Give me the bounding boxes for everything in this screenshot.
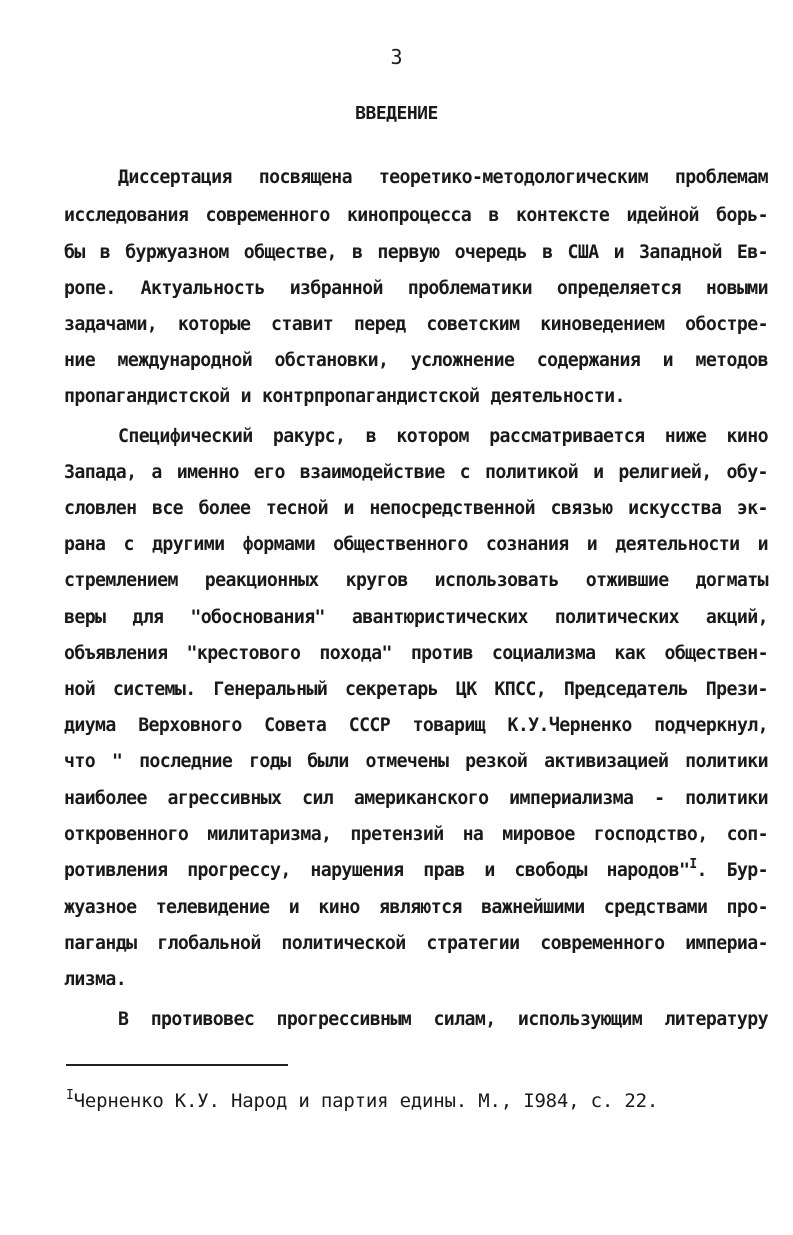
word: СССР — [348, 715, 391, 736]
word: политики — [685, 751, 768, 772]
word: милитаризма, — [207, 824, 332, 845]
footnote-marker: I — [66, 1088, 74, 1103]
word: кругов — [345, 570, 408, 591]
text-line — [64, 749, 768, 775]
text-line — [64, 605, 768, 631]
word: первую — [377, 242, 440, 263]
word: КПСС, — [494, 679, 547, 700]
word: являются — [379, 897, 462, 918]
text-line — [64, 384, 768, 410]
text-line — [118, 424, 768, 450]
word: откровенного — [64, 824, 189, 845]
word: Специфический — [118, 426, 253, 447]
word: в — [365, 426, 377, 447]
word: усложнение — [410, 350, 515, 371]
word: социализма — [491, 643, 596, 664]
word: Актуальность — [140, 278, 265, 299]
word: и — [484, 860, 495, 881]
word: содержания — [536, 350, 641, 371]
text-line — [64, 460, 768, 486]
word: рассматривается — [489, 426, 645, 447]
word: авантюристических — [351, 607, 528, 628]
word: народов"$^I$. — [606, 857, 707, 881]
footnote-divider — [66, 1064, 288, 1066]
word: борь- — [716, 205, 768, 226]
word: в — [488, 205, 499, 226]
word: обществе, — [243, 242, 337, 263]
word: ротивления — [64, 860, 168, 881]
text-line — [64, 312, 768, 338]
word: прав — [423, 860, 465, 881]
word: новыми — [705, 278, 768, 299]
text-line — [64, 496, 768, 522]
text-line-with-footnote — [64, 858, 768, 884]
word: отжившие — [585, 570, 669, 591]
word: Запада, — [64, 462, 137, 483]
word: В — [118, 1009, 129, 1030]
word: активизацией — [544, 751, 669, 772]
word: Совета — [264, 715, 327, 736]
word: жуазное — [64, 897, 137, 918]
word: сил — [302, 788, 334, 809]
word: и — [662, 350, 674, 371]
word: деятельности — [615, 534, 740, 555]
word: ЦК — [455, 679, 477, 700]
word: избранной — [289, 278, 383, 299]
word: в — [99, 242, 111, 263]
word: более — [198, 498, 251, 519]
word: сознания — [485, 534, 569, 555]
word: политикой — [484, 462, 579, 483]
word: кинопроцесса — [346, 205, 472, 226]
word: определяется — [556, 278, 682, 299]
text-line — [118, 1007, 768, 1033]
word: системы. — [112, 679, 196, 700]
word: и — [343, 498, 354, 519]
word: словлен — [64, 498, 137, 519]
text-line — [64, 822, 768, 848]
word: тесной — [265, 498, 328, 519]
word: акций, — [705, 607, 768, 628]
word: именно — [176, 462, 239, 483]
word: все — [151, 498, 184, 519]
word: в — [351, 242, 363, 263]
word: нарушения — [310, 860, 404, 881]
text-line — [64, 713, 768, 739]
word: веры — [64, 607, 106, 628]
word: его — [253, 462, 285, 483]
word: товарищ — [412, 715, 486, 736]
word: которые — [177, 314, 251, 335]
text-line — [64, 276, 768, 302]
word: и — [613, 242, 624, 263]
word: противовес — [150, 1009, 255, 1030]
word: контрпропагандистской — [261, 386, 480, 407]
word: использующим — [517, 1009, 643, 1030]
word: и — [240, 386, 251, 407]
word: кино — [318, 897, 360, 918]
word: Ев- — [736, 242, 768, 263]
word: силам, — [433, 1009, 496, 1030]
word: современного — [205, 205, 330, 226]
word: прогрессу, — [187, 860, 291, 881]
word: обостре- — [685, 314, 768, 335]
word: пропагандистской — [64, 386, 230, 407]
word: догматы — [695, 570, 768, 591]
word: международной — [117, 350, 253, 371]
word: Западной — [639, 242, 722, 263]
word: США — [567, 242, 599, 263]
word: против — [410, 643, 473, 664]
word: диума — [64, 715, 116, 736]
word: ракурс, — [272, 426, 346, 447]
word: Председатель — [563, 679, 689, 700]
text-line — [118, 165, 768, 191]
word: Верховного — [138, 715, 242, 736]
section-heading: ВВЕДЕНИЕ — [355, 103, 438, 124]
word: обстановки, — [274, 350, 389, 371]
word: свободы — [514, 860, 587, 881]
word: теоретико-методологическим — [378, 167, 648, 188]
word: и — [757, 534, 768, 555]
word: секретарь — [344, 679, 439, 700]
word: и — [593, 462, 604, 483]
word: методов — [695, 350, 768, 371]
word: проблемам — [674, 167, 768, 188]
word: похода" — [319, 643, 392, 664]
word: агрессивных — [167, 788, 282, 809]
word: политических — [554, 607, 679, 628]
word: политической — [281, 933, 406, 954]
word: с — [459, 462, 471, 483]
word: связью — [550, 498, 613, 519]
word: котором — [396, 426, 469, 447]
word: для — [132, 607, 164, 628]
word: ние — [64, 350, 96, 371]
word: политики — [685, 788, 768, 809]
word: на — [462, 824, 484, 845]
word: непосредственной — [369, 498, 535, 519]
word: средствами — [603, 897, 708, 918]
word: реакционных — [204, 570, 319, 591]
word: деятельности. — [490, 386, 625, 407]
word: современного — [540, 933, 665, 954]
word: резкой — [465, 751, 528, 772]
word: проблематики — [407, 278, 532, 299]
word: телевидение — [155, 897, 270, 918]
word: взаимодействие — [299, 462, 445, 483]
word: литературу — [664, 1009, 768, 1030]
word: "крестового — [186, 643, 301, 664]
word: исследования — [64, 205, 189, 226]
word: господство, — [593, 824, 708, 845]
word: как — [614, 643, 646, 664]
word: обществен- — [664, 643, 768, 664]
word: общественного — [333, 534, 468, 555]
text-line — [64, 967, 768, 993]
word: Бур- — [726, 860, 768, 881]
page-number: 3 — [390, 45, 403, 69]
word: объявления — [64, 643, 168, 664]
word: очередь — [454, 242, 528, 263]
word: были — [307, 751, 349, 772]
word: - — [654, 788, 665, 809]
word: наиболее — [64, 788, 147, 809]
word: перед — [353, 314, 406, 335]
text-line — [64, 786, 768, 812]
word: империализма — [509, 788, 634, 809]
word: последние — [139, 751, 233, 772]
word: советским — [426, 314, 520, 335]
word: Прези- — [705, 679, 768, 700]
word: претензий — [350, 824, 444, 845]
word: обу- — [726, 462, 768, 483]
text-line — [64, 348, 768, 374]
word: эк- — [736, 498, 768, 519]
word: использовать — [434, 570, 559, 591]
word: идейной — [626, 205, 699, 226]
footnote — [66, 1090, 658, 1112]
word: паганды — [64, 933, 137, 954]
word: подчеркнул, — [654, 715, 768, 736]
word: рана — [64, 534, 106, 555]
word: в — [542, 242, 553, 263]
text-line — [64, 240, 768, 266]
word: лизма. — [64, 969, 127, 990]
word: американского — [353, 788, 489, 809]
word: ной — [64, 679, 96, 700]
word: Диссертация — [118, 167, 232, 188]
word: с — [123, 534, 134, 555]
text-line — [64, 677, 768, 703]
footnote-reference: I — [689, 857, 697, 872]
word: отмечены — [365, 751, 449, 772]
word: К.У.Черненко — [507, 715, 632, 736]
word: религией, — [618, 462, 712, 483]
word: годы — [249, 751, 291, 772]
word: кино — [726, 426, 768, 447]
word: глобальной — [157, 933, 261, 954]
word: важнейшими — [481, 897, 585, 918]
word: бы — [64, 242, 85, 263]
text-line — [64, 532, 768, 558]
word: мировое — [502, 824, 575, 845]
word: стратегии — [426, 933, 520, 954]
word: соп- — [726, 824, 768, 845]
word: империа- — [685, 933, 768, 954]
text-line — [64, 641, 768, 667]
word: что — [64, 751, 96, 772]
word: буржуазном — [125, 242, 229, 263]
word: искусства — [628, 498, 722, 519]
word: и — [586, 534, 598, 555]
word: посвящена — [258, 167, 352, 188]
word: киноведением — [540, 314, 665, 335]
text-line — [64, 568, 768, 594]
text-line — [64, 931, 768, 957]
word: про- — [726, 897, 768, 918]
word: " — [111, 751, 123, 772]
word: задачами, — [64, 314, 158, 335]
word: Генеральный — [213, 679, 328, 700]
word: ниже — [664, 426, 707, 447]
word: формами — [242, 534, 316, 555]
footnote-text: Черненко К.У. Народ и партия едины. М., I984, с. 22. — [73, 1090, 659, 1112]
word: ставит — [271, 314, 334, 335]
word: "обоснования" — [190, 607, 325, 628]
word: контексте — [516, 205, 610, 226]
word: ропе. — [64, 278, 116, 299]
word: прогрессивным — [276, 1009, 412, 1030]
text-line — [64, 203, 768, 229]
word: и — [288, 897, 300, 918]
word: стремлением — [64, 570, 178, 591]
word: а — [151, 462, 162, 483]
text-line — [64, 895, 768, 921]
word: другими — [152, 534, 225, 555]
